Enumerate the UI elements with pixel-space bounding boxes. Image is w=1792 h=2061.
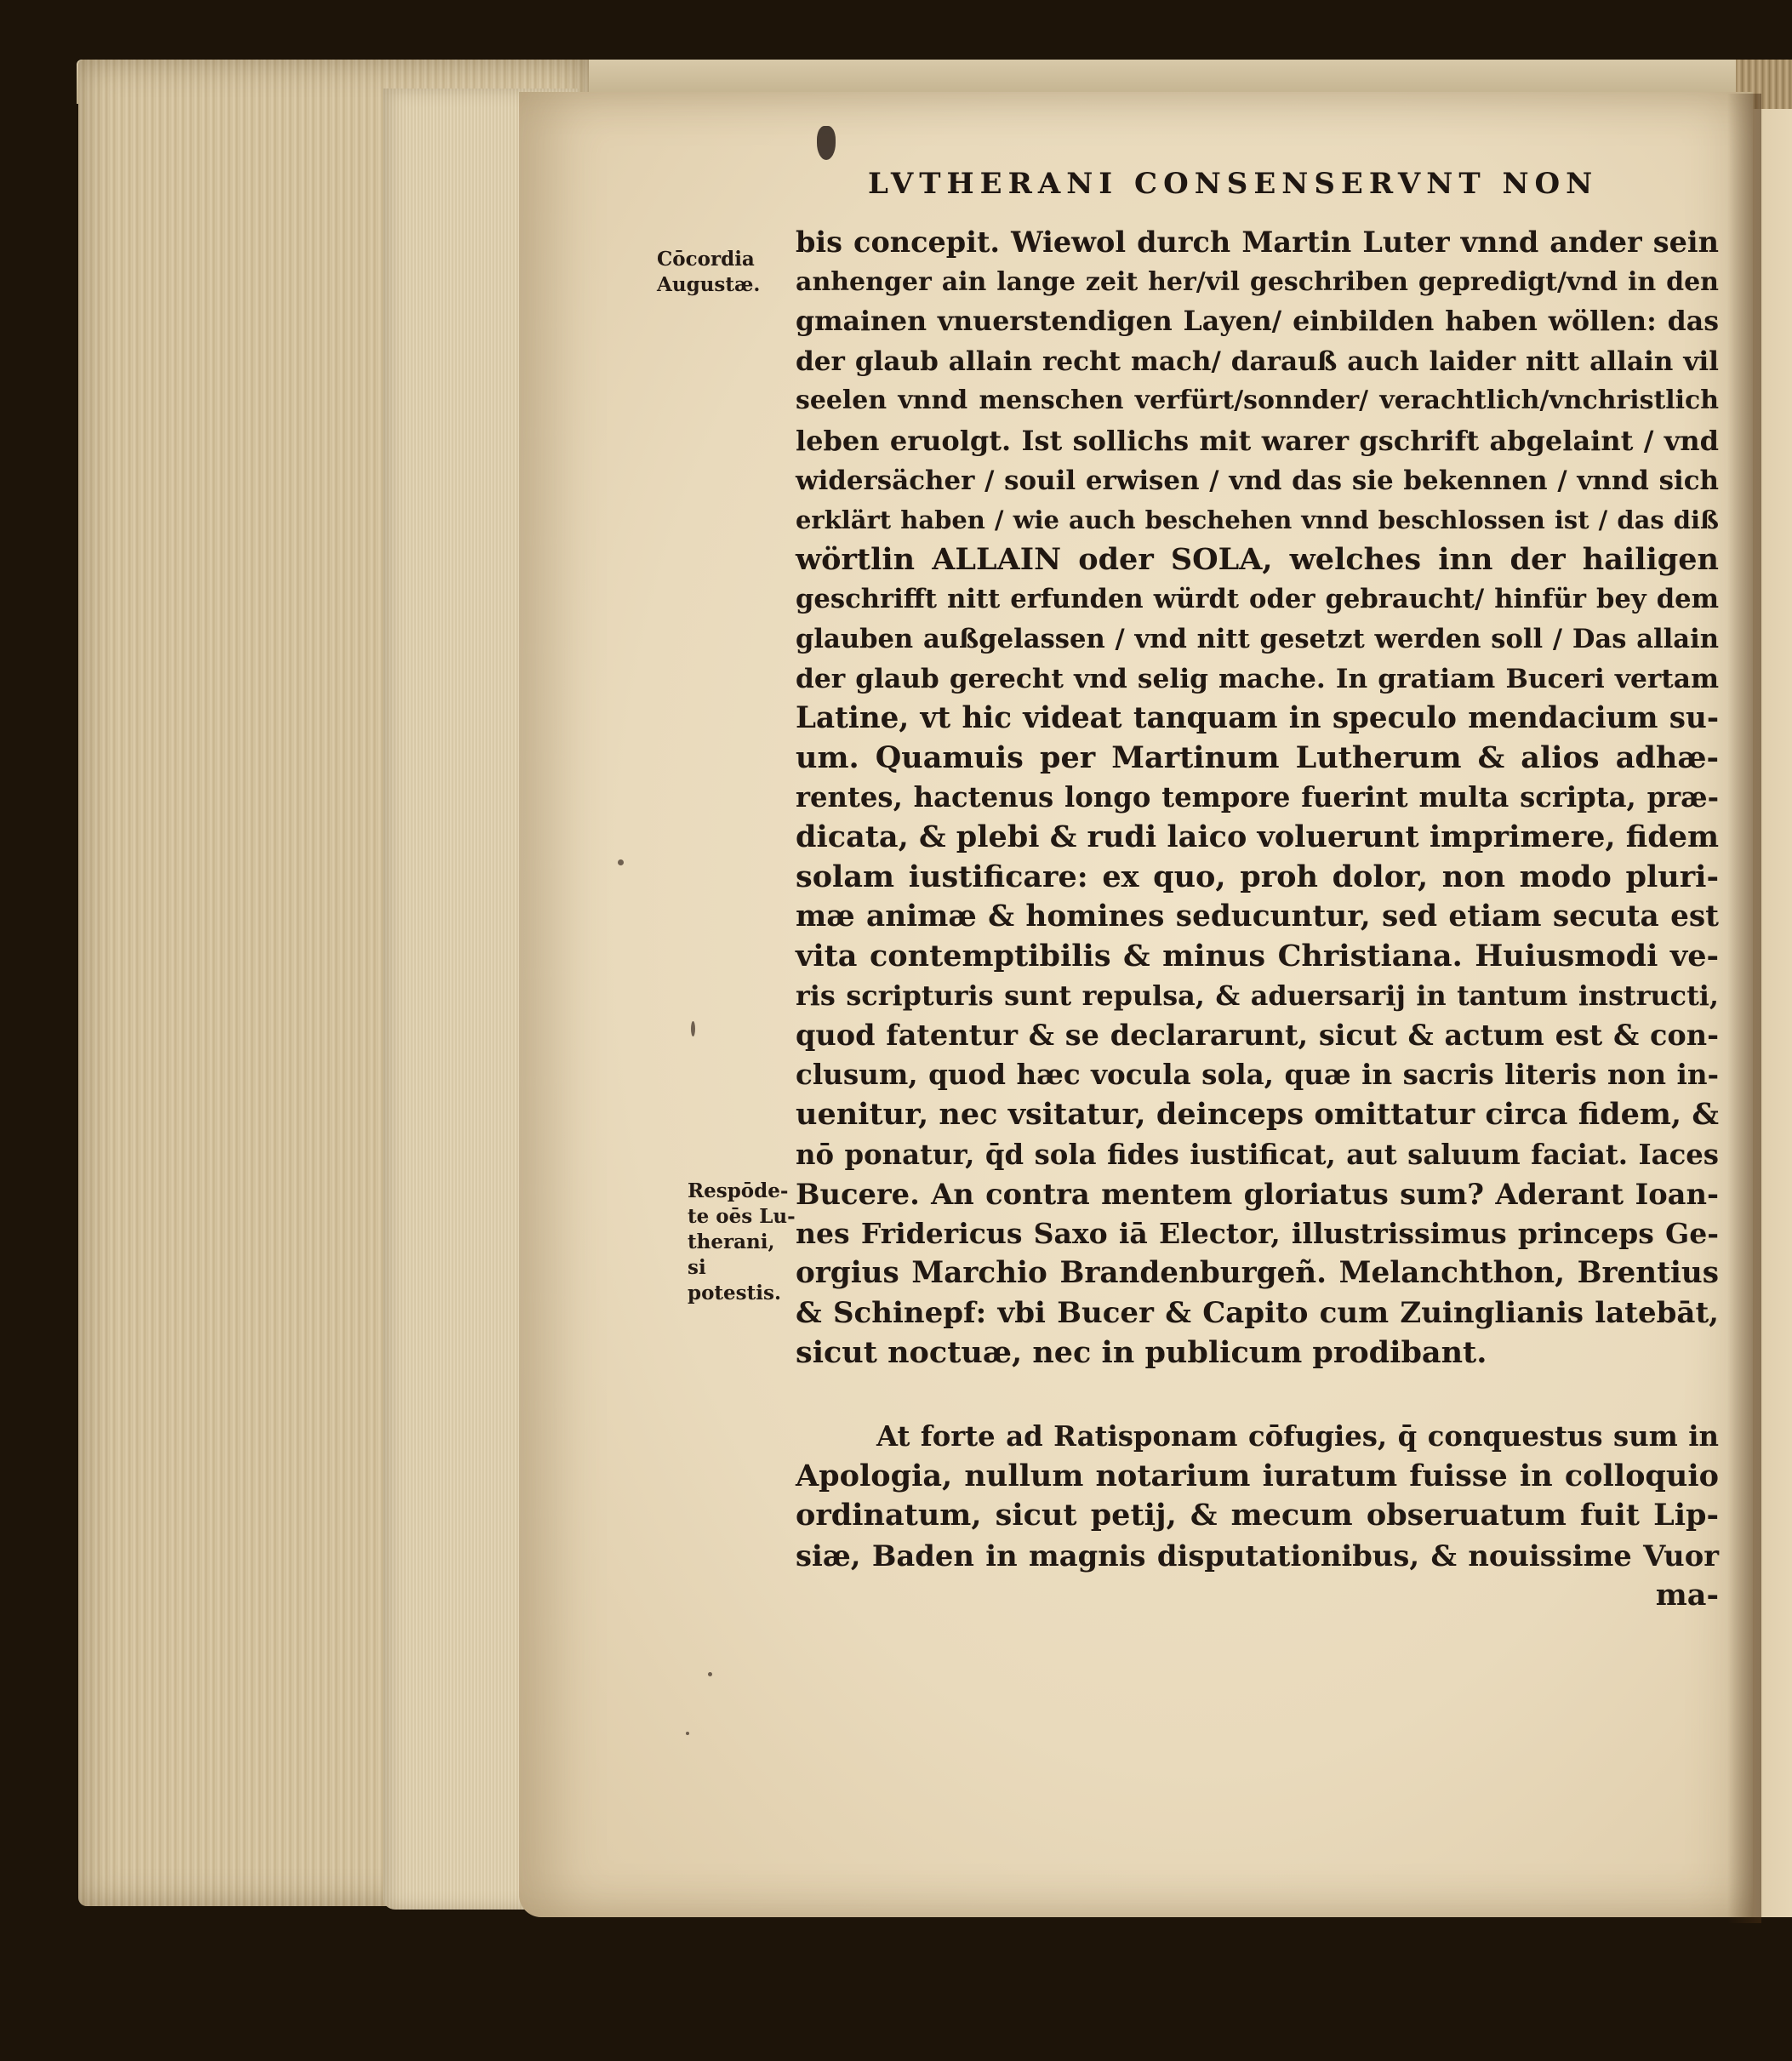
margin-note-concordia (657, 247, 793, 298)
paragraph-gap (796, 1373, 1719, 1417)
text-line: uenitur, nec vsitatur, deinceps omittatur circa fidem, & (796, 1097, 1719, 1133)
running-head: LVTHERANI CONSENSERVNT NON (868, 167, 1599, 201)
text-line: clusum, quod hæc vocula sola, quæ in sacris literis non in- (796, 1058, 1719, 1092)
text-line: der glaub allain recht mach/ darauß auch laider nitt allain vil (796, 345, 1719, 377)
paper-speck (691, 1021, 695, 1036)
text-line: glauben außgelassen / vnd nitt gesetzt werden soll / Das allain (796, 623, 1719, 654)
text-line: um. Quamuis per Martinum Lutherum & alios adhæ- (796, 739, 1719, 775)
paper-speck (708, 1672, 712, 1676)
text-line: dicata, & plebi & rudi laico voluerunt imprimere, fidem (796, 819, 1719, 854)
margin-note-line: Cōcordia (657, 248, 755, 271)
ink-blot-mark (817, 126, 836, 160)
margin-note-line: te oēs Lu- (688, 1205, 796, 1228)
text-line: bis concepit. Wiewol durch Martin Luter vnnd ander sein (796, 226, 1719, 259)
text-line: quod fatentur & se declararunt, sicut & actum est & con- (796, 1018, 1719, 1052)
margin-note-respondete (688, 1179, 798, 1306)
text-line: solam iustificare: ex quo, proh dolor, non modo pluri- (796, 859, 1719, 894)
text-line: anhenger ain lange zeit her/vil geschriben gepredigt/vnd in den (796, 266, 1719, 297)
margin-note-line: potestis. (688, 1282, 781, 1305)
text-line: mæ animæ & homines seducuntur, sed etiam secuta est (796, 899, 1719, 934)
text-line: wörtlin ALLAIN oder SOLA, welches inn der hailigen (796, 541, 1719, 577)
paper-speck (618, 859, 624, 865)
text-line: erklärt haben / wie auch beschehen vnnd beschlossen ist / das diß (796, 505, 1719, 535)
text-line: Latine, vt hic videat tanquam in speculo mendacium su- (796, 701, 1719, 736)
text-line: Bucere. An contra mentem gloriatus sum? Aderant Ioan- (796, 1177, 1719, 1212)
text-line: sicut noctuæ, nec in publicum prodibant. (796, 1334, 1487, 1370)
text-line: ris scripturis sunt repulsa, & aduersarij in tantum instructi, (796, 979, 1719, 1013)
text-line: siæ, Baden in magnis disputationibus, & nouissime Vuor (796, 1539, 1719, 1573)
text-line: gmainen vnuerstendigen Layen/ einbilden haben wöllen: das (796, 305, 1719, 338)
text-line: nes Fridericus Saxo iā Elector, illustrissimus princeps Ge- (796, 1216, 1719, 1250)
body-text (796, 223, 1719, 1615)
text-line: vita contemptibilis & minus Christiana. Huiusmodi ve- (796, 938, 1719, 973)
text-line: ordinatum, sicut petij, & mecum obseruatum fuit Lip- (796, 1498, 1719, 1533)
binding-gutter-shadow (1727, 94, 1761, 1923)
text-line: leben eruolgt. Ist sollichs mit warer gschrift abgelaint / vnd (796, 424, 1719, 457)
text-line: At forte ad Ratisponam cōfugies, q̄ conquestus sum in (876, 1420, 1719, 1453)
catchword: ma- (1655, 1577, 1719, 1613)
margin-note-line: therani, si (688, 1230, 775, 1279)
text-line: geschrifft nitt erfunden würdt oder gebraucht/ hinfür bey dem (796, 584, 1719, 615)
text-line: der glaub gerecht vnd selig mache. In gratiam Buceri vertam (796, 663, 1719, 694)
text-line: nō ponatur, q̄d sola fides iustificat, aut saluum faciat. Iaces (796, 1138, 1719, 1171)
text-line: widersächer / souil erwisen / vnd das sie bekennen / vnnd sich (796, 465, 1719, 496)
text-line: seelen vnnd menschen verfürt/sonnder/ verachtlich/vnchristlich (796, 385, 1719, 416)
text-line: & Schinepf: vbi Bucer & Capito cum Zuinglianis latebāt, (796, 1296, 1719, 1331)
text-line: orgius Marchio Brandenburgeñ. Melanchthon, Brentius (796, 1256, 1719, 1291)
paper-speck (686, 1732, 689, 1735)
margin-note-line: Respōde- (688, 1179, 789, 1202)
margin-note-line: Augustæ. (657, 273, 761, 296)
text-line: rentes, hactenus longo tempore fuerint multa scripta, præ- (796, 781, 1719, 814)
text-line: Apologia, nullum notarium iuratum fuisse in colloquio (796, 1458, 1719, 1493)
